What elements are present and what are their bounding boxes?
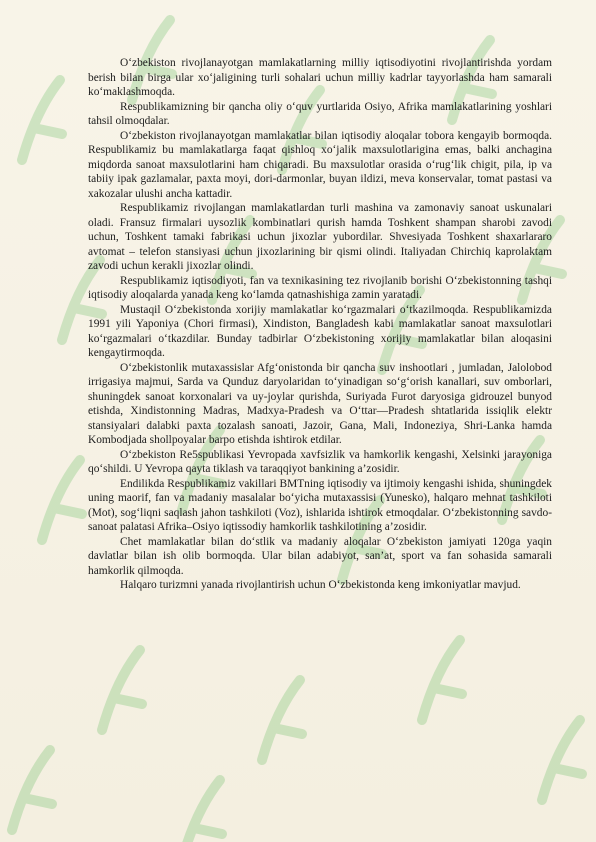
watermark-stroke <box>422 640 462 720</box>
watermark-stroke <box>542 720 582 800</box>
document-body <box>88 56 552 593</box>
paragraph-8: O‘zbekiston Re5spublikasi Yevropada xavfsizlik va hamkorlik kengashi, Xelsinki jarayoniga qo‘shildi. U Yevropa qayta tiklash va taraqqiyot bankining a’zosidir. <box>88 448 552 475</box>
paragraph-4: Respublikamiz rivojlangan mamlakatlardan turli mashina va zamonaviy sanoat uskunalari oladi. Fransuz firmalari uysozlik kombinatlari qurish hamda Toshkent shampan sharobi zavodi uchun, Toshkent tamaki fabrikasi uchun jixozlar yubordilar. Shvesiyada Toshkent shaxarlararo avtomat – telefon stansiyasi uchun jixozlarining bir qismi olindi. Italiyadan Chirchiq kaprolaktam zavodi uchun kerakli jixozlar olindi. <box>88 202 552 272</box>
watermark-stroke <box>182 780 222 842</box>
paragraph-11: Halqaro turizmni yanada rivojlantirish uchun O‘zbekistonda keng imkoniyatlar mavjud. <box>120 579 521 591</box>
paragraph-2: Respublikamizning bir qancha oliy o‘quv yurtlarida Osiyo, Afrika mamlakatlarining yoshlari tahsil olmoqdalar. <box>88 100 552 127</box>
paragraph-7: O‘zbekistonlik mutaxassislar Afg‘onistonda bir qancha suv inshootlari , jumladan, Jalolobod irrigasiya majmui, Sarda va Qunduz daryolaridan to‘yinadigan so‘g‘orish kanallari, suv omborlari, shuningdek sanoat korxonalari va uy-joylar qurishda, Suriyada Furot daryosiga gidrouzel bunyod etishda, Xindistonning Madras, Madxya-Pradesh va O‘ttar—Pradesh shtatlarida issiqlik elektr stansiyalari dalabki paxta tozalash sanoati, Jazoir, Gana, Mali, Indoneziya, Shri-Lanka hamda Kombodjada shollpoyalar barpo etishda ishtirok etdilar. <box>88 361 552 446</box>
paragraph-3: O‘zbekiston rivojlanayotgan mamlakatlar bilan iqtisodiy aloqalar tobora kengayib bormoqda. Respublikamiz bu mamlakatlarga faqat qishloq xo‘jalik maxsulotlarigina emas, balki anchagina miqdorda sanoat maxsulotlarini ham chiqaradi. Bu maxsulotlar orasida o‘rug‘lik chigit, pila, ip va tabiiy ipak gazlamalar, paxta moyi, dori-darmonlar, buyan ildizi, meva konservalar, tomat pastasi va xakozalar ulushi ancha kattadir. <box>88 129 552 200</box>
watermark-stroke <box>42 460 82 540</box>
paragraph-9: Endilikda Respublikamiz vakillari BMTning iqtisodiy va ijtimoiy kengashi ishida, shuningdek uning maorif, fan va madaniy masalalar bo‘yicha mutaxassisi (Yunesko), halqaro mehnat tashkiloti (Mot), sog‘liqni saqlash jahon tashkiloti (Voz), ishlarida ishtirok etmoqdalar. O‘zbekistonning savdo-sanoat palatasi Afrika–Osiyo iqtissodiy hamkorlik tashkilotining a’zosidir. <box>88 477 552 533</box>
paragraph-1: O‘zbekiston rivojlanayotgan mamlakatlarning milliy iqtisodiyotini rivojlantirishda yordam berish bilan birga ular xo‘jaligining turli sohalari uchun milliy kadrlar tayyorlashda ham samarali ko‘maklashmoqda. <box>88 57 552 98</box>
paragraph-5: Respublikamiz iqtisodiyoti, fan va texnikasining tez rivojlanib borishi O‘zbekistonning tashqi iqtisodiy aloqalarda yanada keng ko‘lamda qatnashishiga zamin yaratadi. <box>88 274 552 301</box>
watermark-stroke <box>22 80 62 160</box>
watermark-stroke <box>262 680 302 760</box>
watermark-stroke <box>12 750 52 830</box>
watermark-stroke <box>102 650 142 730</box>
paragraph-10: Chet mamlakatlar bilan do‘stlik va madaniy aloqalar O‘zbekiston jamiyati 120ga yaqin davlatlar bilan ish olib bormoqda. Ular bilan adabiyot, san’at, sport va fan sohasida samarali hamkorlik qilmoqda. <box>88 535 552 577</box>
paragraph-6: Mustaqil O‘zbekistonda xorijiy mamlakatlar ko‘rgazmalari o‘tkazilmoqda. Respublikamizda 1991 yili Yaponiya (Chori firmasi), Xindiston, Bangladesh kabi mamlakatlar sanoat maxsulotlari ko‘rgazmalari o‘tkazdilar. Bunday tadbirlar O‘zbekistoning xorijiy mamlakatlar bilan aloqasini kengaytirmoqda. <box>88 303 552 359</box>
